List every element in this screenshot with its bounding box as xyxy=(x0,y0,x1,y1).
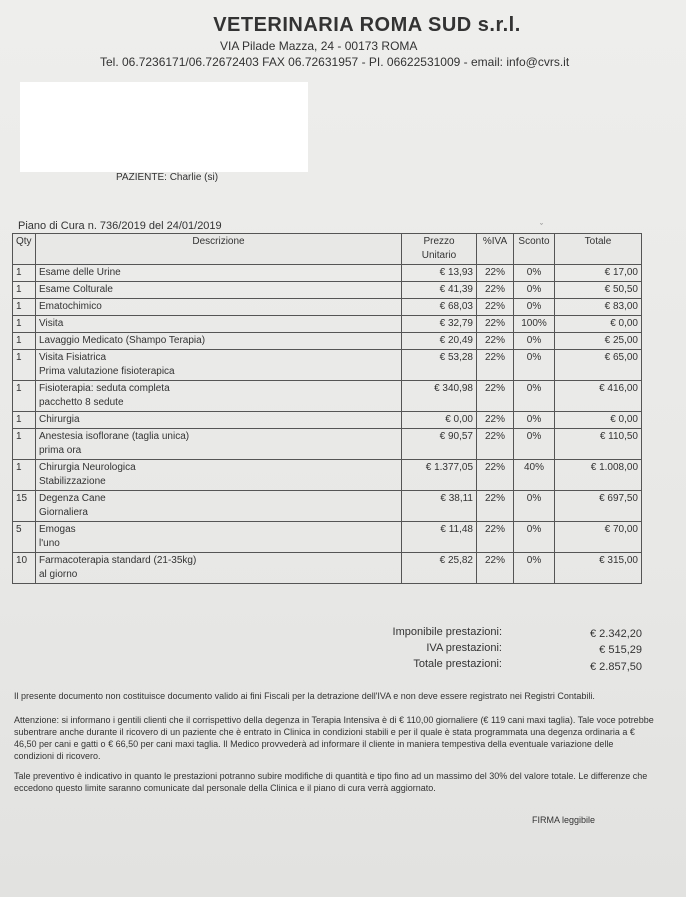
row-description xyxy=(36,265,402,282)
row-unit-price-text: € 41,39 xyxy=(439,284,473,295)
row-vat-text: 22% xyxy=(484,352,505,363)
row-total xyxy=(555,282,642,299)
row-qty xyxy=(13,333,36,350)
table-row xyxy=(13,350,642,381)
row-unit-price-text: € 53,28 xyxy=(439,352,473,363)
row-unit-price xyxy=(402,412,477,429)
row-description-detail: prima ora xyxy=(39,445,82,456)
row-qty-text: 1 xyxy=(16,301,22,312)
row-discount xyxy=(514,491,555,522)
row-description xyxy=(36,299,402,316)
pen-mark: ˇ xyxy=(540,222,543,232)
table-row xyxy=(13,381,642,412)
row-unit-price xyxy=(402,350,477,381)
row-discount-text: 0% xyxy=(526,301,542,312)
row-vat-text: 22% xyxy=(484,318,505,329)
row-description-text: Visita Fisiatrica xyxy=(39,352,107,363)
row-discount xyxy=(514,316,555,333)
row-description-text: Emogas xyxy=(39,524,76,535)
plan-title: Piano di Cura n. 736/2019 del 24/01/2019 xyxy=(18,220,222,232)
iva-value: € 515,29 xyxy=(599,644,642,656)
row-total-text: € 1.008,00 xyxy=(590,462,638,473)
row-vat-text: 22% xyxy=(484,267,505,278)
row-vat-text: 22% xyxy=(484,462,505,473)
row-discount-text: 0% xyxy=(526,267,542,278)
row-discount-text: 0% xyxy=(526,352,542,363)
row-total xyxy=(555,299,642,316)
row-vat-text: 22% xyxy=(484,524,505,535)
table-row xyxy=(13,333,642,350)
row-discount-text: 100% xyxy=(521,318,547,329)
row-discount xyxy=(514,282,555,299)
row-unit-price xyxy=(402,553,477,584)
row-description-detail: Stabilizzazione xyxy=(39,476,106,487)
row-vat xyxy=(477,460,514,491)
row-unit-price xyxy=(402,381,477,412)
company-name: VETERINARIA ROMA SUD s.r.l. xyxy=(213,14,521,36)
row-total-text: € 70,00 xyxy=(604,524,638,535)
row-qty-text: 1 xyxy=(16,352,22,363)
row-discount xyxy=(514,553,555,584)
row-qty-text: 1 xyxy=(16,284,22,295)
row-description xyxy=(36,491,402,522)
row-unit-price-text: € 90,57 xyxy=(439,431,473,442)
row-description xyxy=(36,522,402,553)
header-qty: Qty xyxy=(13,234,36,265)
row-unit-price-text: € 25,82 xyxy=(439,555,473,566)
totale-value: € 2.857,50 xyxy=(590,661,642,673)
iva-label: IVA prestazioni: xyxy=(426,642,502,654)
row-qty xyxy=(13,412,36,429)
row-unit-price-text: € 13,93 xyxy=(439,267,473,278)
row-description xyxy=(36,412,402,429)
row-qty xyxy=(13,350,36,381)
row-discount-text: 0% xyxy=(526,524,542,535)
table-row xyxy=(13,265,642,282)
row-discount xyxy=(514,299,555,316)
patient-name: PAZIENTE: Charlie (si) xyxy=(116,172,219,183)
items-table xyxy=(12,233,642,584)
row-vat xyxy=(477,333,514,350)
row-qty-text: 1 xyxy=(16,462,22,473)
row-vat-text: 22% xyxy=(484,284,505,295)
row-qty xyxy=(13,282,36,299)
row-total-text: € 0,00 xyxy=(610,414,638,425)
estimate-note: Tale preventivo è indicativo in quanto le prestazioni potranno subire modifiche di quantità e tipo fino ad un massimo del 30% del valore totale. Le differenze che eccedono questo limite saranno comunicate dal personale della Clinica e il piano di cura verrà aggiornato. xyxy=(14,771,648,793)
row-unit-price-text: € 68,03 xyxy=(439,301,473,312)
row-qty-text: 1 xyxy=(16,383,22,394)
row-qty-text: 5 xyxy=(16,524,22,535)
row-qty xyxy=(13,522,36,553)
row-discount xyxy=(514,381,555,412)
row-qty xyxy=(13,460,36,491)
company-contacts: Tel. 06.7236171/06.72672403 FAX 06.72631957 - PI. 06622531009 - email: info@cvrs.it xyxy=(100,55,570,69)
row-vat xyxy=(477,553,514,584)
row-total-text: € 697,50 xyxy=(599,493,638,504)
row-description-text: Farmacoterapia standard (21-35kg) xyxy=(39,555,197,566)
row-total xyxy=(555,553,642,584)
row-vat xyxy=(477,350,514,381)
row-total-text: € 50,50 xyxy=(604,284,638,295)
table-row xyxy=(13,460,642,491)
imponibile-label: Imponibile prestazioni: xyxy=(392,626,502,638)
row-unit-price xyxy=(402,265,477,282)
row-qty xyxy=(13,491,36,522)
row-total xyxy=(555,265,642,282)
row-discount xyxy=(514,429,555,460)
row-discount-text: 0% xyxy=(526,414,542,425)
row-description-text: Fisioterapia: seduta completa xyxy=(39,383,170,394)
row-vat-text: 22% xyxy=(484,493,505,504)
row-unit-price-text: € 340,98 xyxy=(434,383,473,394)
row-qty xyxy=(13,316,36,333)
row-vat xyxy=(477,299,514,316)
company-address: VIA Pilade Mazza, 24 - 00173 ROMA xyxy=(220,39,418,53)
row-unit-price xyxy=(402,491,477,522)
row-total-text: € 416,00 xyxy=(599,383,638,394)
table-row xyxy=(13,429,642,460)
table-row xyxy=(13,522,642,553)
row-qty xyxy=(13,299,36,316)
row-unit-price xyxy=(402,522,477,553)
row-qty-text: 15 xyxy=(16,493,28,504)
row-vat xyxy=(477,316,514,333)
row-unit-price-text: € 38,11 xyxy=(440,493,473,504)
row-total xyxy=(555,412,642,429)
redacted-client-info xyxy=(20,82,308,172)
row-description-text: Anestesia isoflorane (taglia unica) xyxy=(39,431,190,442)
row-discount-text: 40% xyxy=(523,462,544,473)
row-discount-text: 0% xyxy=(526,335,542,346)
row-description xyxy=(36,350,402,381)
row-total-text: € 0,00 xyxy=(610,318,638,329)
row-qty-text: 1 xyxy=(16,431,22,442)
header-vat: %IVA xyxy=(477,234,514,265)
row-description-detail: al giorno xyxy=(39,569,78,580)
row-total-text: € 17,00 xyxy=(604,267,638,278)
row-qty-text: 1 xyxy=(16,318,22,329)
row-vat xyxy=(477,412,514,429)
row-total-text: € 110,50 xyxy=(599,431,638,442)
row-qty xyxy=(13,381,36,412)
signature-label: FIRMA leggibile xyxy=(532,815,596,825)
row-description xyxy=(36,429,402,460)
row-qty xyxy=(13,265,36,282)
row-unit-price xyxy=(402,333,477,350)
header-unit-price: Prezzo Unitario xyxy=(402,234,477,265)
row-unit-price-text: € 0,00 xyxy=(445,414,473,425)
row-vat xyxy=(477,429,514,460)
row-description-text: Chirurgia xyxy=(39,414,80,425)
row-description-detail: Prima valutazione fisioterapica xyxy=(39,366,175,377)
row-description xyxy=(36,333,402,350)
row-description xyxy=(36,316,402,333)
header-description: Descrizione xyxy=(36,234,402,265)
row-description xyxy=(36,460,402,491)
table-row xyxy=(13,491,642,522)
row-discount xyxy=(514,265,555,282)
row-discount-text: 0% xyxy=(526,493,542,504)
row-total xyxy=(555,350,642,381)
row-vat-text: 22% xyxy=(484,431,505,442)
row-description-text: Degenza Cane xyxy=(39,493,106,504)
table-row xyxy=(13,316,642,333)
fiscal-note: Il presente documento non costituisce documento valido ai fini Fiscali per la detrazione dell'IVA e non deve essere registrato nei Registri Contabili. xyxy=(14,691,595,701)
row-discount xyxy=(514,460,555,491)
row-discount xyxy=(514,350,555,381)
imponibile-value: € 2.342,20 xyxy=(590,628,642,640)
row-total-text: € 83,00 xyxy=(604,301,638,312)
row-vat xyxy=(477,381,514,412)
attention-note: Attenzione: si informano i gentili clienti che il corrispettivo della degenza in Terapia Intensiva è di € 110,00 giornaliere (€ 119 cani maxi taglia). Tale voce potrebbe subentrare anche durante il ricovero di un paziente che è entrato in Clinica in condizioni stabili e per il quale è stata programmata una degenza ordinaria a € 46,50 per cani e gatti o € 66,50 per cani maxi taglia. Il Medico provvederà ad informare il cliente in maniera tempestiva della eventuale variazione delle condizioni di ricovero. xyxy=(14,715,654,761)
row-discount xyxy=(514,333,555,350)
row-total xyxy=(555,333,642,350)
row-unit-price xyxy=(402,429,477,460)
row-description-text: Ematochimico xyxy=(39,301,102,312)
row-description xyxy=(36,282,402,299)
row-vat-text: 22% xyxy=(484,335,505,346)
row-unit-price-text: € 11,48 xyxy=(440,524,473,535)
row-qty xyxy=(13,553,36,584)
row-discount-text: 0% xyxy=(526,284,542,295)
row-vat xyxy=(477,491,514,522)
table-row xyxy=(13,553,642,584)
row-description-detail: pacchetto 8 sedute xyxy=(39,397,124,408)
row-unit-price-text: € 32,79 xyxy=(439,318,473,329)
row-total xyxy=(555,316,642,333)
row-description xyxy=(36,553,402,584)
table-header-row xyxy=(13,234,642,265)
row-vat xyxy=(477,265,514,282)
row-description-detail: Giornaliera xyxy=(39,507,88,518)
row-total-text: € 315,00 xyxy=(599,555,638,566)
row-description xyxy=(36,381,402,412)
row-total xyxy=(555,381,642,412)
row-unit-price-text: € 20,49 xyxy=(439,335,473,346)
row-qty xyxy=(13,429,36,460)
row-unit-price xyxy=(402,316,477,333)
row-description-text: Esame Colturale xyxy=(39,284,113,295)
row-qty-text: 1 xyxy=(16,414,22,425)
row-discount-text: 0% xyxy=(526,555,542,566)
row-vat-text: 22% xyxy=(484,383,505,394)
row-total xyxy=(555,460,642,491)
table-row xyxy=(13,299,642,316)
totale-label: Totale prestazioni: xyxy=(413,658,502,670)
row-total xyxy=(555,491,642,522)
header-total: Totale xyxy=(555,234,642,265)
row-discount xyxy=(514,522,555,553)
row-description-detail: l'uno xyxy=(39,538,60,549)
header-discount: Sconto xyxy=(514,234,555,265)
row-discount xyxy=(514,412,555,429)
row-description-text: Lavaggio Medicato (Shampo Terapia) xyxy=(39,335,206,346)
row-vat-text: 22% xyxy=(484,414,505,425)
row-unit-price xyxy=(402,299,477,316)
row-vat-text: 22% xyxy=(484,301,505,312)
table-row xyxy=(13,412,642,429)
row-qty-text: 1 xyxy=(16,335,22,346)
row-discount-text: 0% xyxy=(526,431,542,442)
row-vat xyxy=(477,282,514,299)
row-discount-text: 0% xyxy=(526,383,542,394)
row-total xyxy=(555,429,642,460)
row-description-text: Visita xyxy=(39,318,64,329)
row-total xyxy=(555,522,642,553)
table-row xyxy=(13,282,642,299)
row-total-text: € 25,00 xyxy=(604,335,638,346)
row-unit-price xyxy=(402,460,477,491)
row-description-text: Esame delle Urine xyxy=(39,267,121,278)
row-description-text: Chirurgia Neurologica xyxy=(39,462,136,473)
row-vat-text: 22% xyxy=(484,555,505,566)
row-unit-price-text: € 1.377,05 xyxy=(425,462,473,473)
row-unit-price xyxy=(402,282,477,299)
row-total-text: € 65,00 xyxy=(604,352,638,363)
row-vat xyxy=(477,522,514,553)
row-qty-text: 1 xyxy=(16,267,22,278)
row-qty-text: 10 xyxy=(16,555,28,566)
